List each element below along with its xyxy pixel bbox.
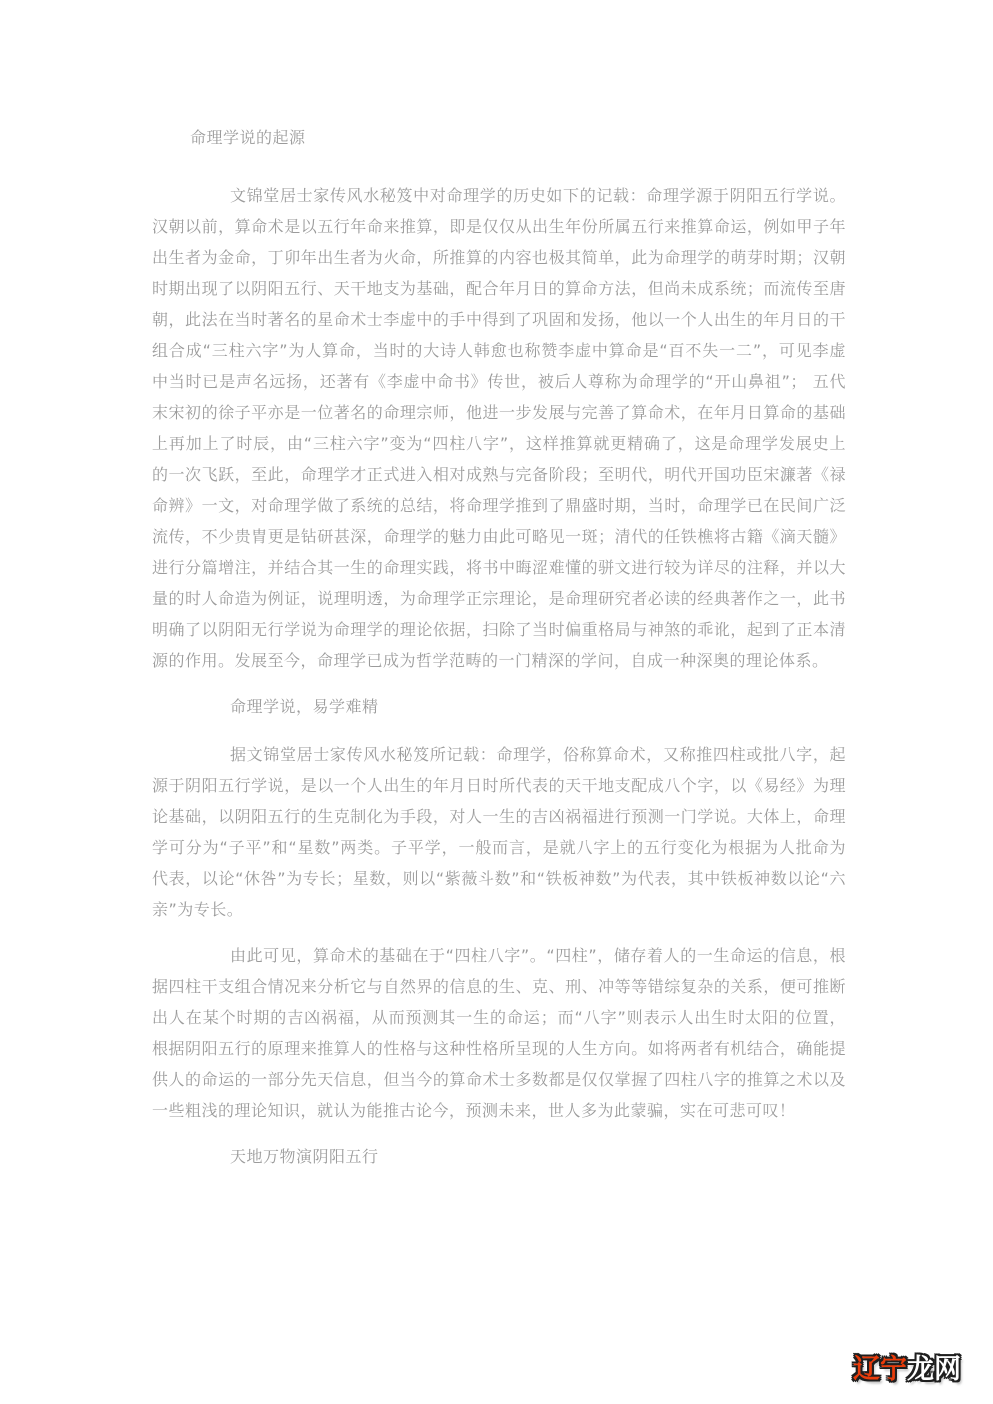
article-body xyxy=(152,122,846,1189)
paragraph-history-of-mingli: 文锦堂居士家传风水秘笈中对命理学的历史如下的记载：命理学源于阴阳五行学说。汉朝以前，算命术是以五行年命来推算，即是仅仅从出生年份所属五行来推算命运，例如甲子年出生者为金命，丁卯年出生者为火命，所推算的内容也极其简单，此为命理学的萌芽时期；汉朝时期出现了以阴阳五行、天干地支为基础，配合年月日的算命方法，但尚未成系统；而流传至唐朝，此法在当时著名的星命术士李虚中的手中得到了巩固和发扬，他以一个人出生的年月日的干组合成“三柱六字”为人算命，当时的大诗人韩愈也称赞李虚中算命是“百不失一二”，可见李虚中当时已是声名远扬，还著有《李虚中命书》传世，被后人尊称为命理学的“开山鼻祖”； 五代末宋初的徐子平亦是一位著名的命理宗师，他进一步发展与完善了算命术，在年月日算命的基础上再加上了时辰，由“三柱六字”变为“四柱八字”，这样推算就更精确了，这是命理学发展史上的一次飞跃，至此，命理学才正式进入相对成熟与完备阶段；至明代，明代开国功臣宋濂著《禄命辨》一文，对命理学做了系统的总结，将命理学推到了鼎盛时期，当时，命理学已在民间广泛流传，不少贵胄更是钻研甚深，命理学的魅力由此可略见一斑；清代的任铁樵将古籍《滴天髓》进行分篇增注，并结合其一生的命理实践，将书中晦涩难懂的骈文进行较为详尽的注释，并以大量的时人命造为例证，说理明透，为命理学正宗理论，是命理研究者必读的经典著作之一，此书明确了以阴阳无行学说为命理学的理论依据，扫除了当时偏重格局与神煞的乖讹，起到了正本清源的作用。发展至今，命理学已成为哲学范畴的一门精深的学问，自成一种深奥的理论体系。 xyxy=(152,186,846,670)
watermark-text-white: 龙网 xyxy=(907,1354,961,1385)
watermark-text-red: 辽宁 xyxy=(853,1354,907,1385)
section-heading-heaven-earth-yinyang-wuxing: 天地万物演阴阳五行 xyxy=(230,1147,379,1166)
article-title: 命理学说的起源 xyxy=(190,128,306,147)
paragraph-mingli-definition: 据文锦堂居士家传风水秘笈所记载：命理学，俗称算命术，又称推四柱或批八字，起源于阴阳五行学说，是以一个人出生的年月日时所代表的天干地支配成八个字，以《易经》为理论基础，以阴阳五行的生克制化为手段，对人一生的吉凶祸福进行预测一门学说。大体上，命理学可分为“子平”和“星数”两类。子平学，一般而言，是就八字上的五行变化为根据为人批命为代表，以论“休咎”为专长；星数，则以“紫薇斗数”和“铁板神数”为代表，其中铁板神数以论“六亲”为专长。 xyxy=(152,745,846,919)
section-heading-easy-to-learn-hard-to-master: 命理学说，易学难精 xyxy=(230,697,379,716)
site-watermark xyxy=(853,1352,961,1388)
paragraph-four-pillars-eight-characters: 由此可见，算命术的基础在于“四柱八字”。“四柱”，储存着人的一生命运的信息，根据四柱干支组合情况来分析它与自然界的信息的生、克、刑、冲等等错综复杂的关系，便可推断出人在某个时期的吉凶祸福，从而预测其一生的命运；而“八字”则表示人出生时太阳的位置，根据阴阳五行的原理来推算人的性格与这种性格所呈现的人生方向。如将两者有机结合，确能提供人的命运的一部分先天信息，但当今的算命术士多数都是仅仅掌握了四柱八字的推算之术以及一些粗浅的理论知识，就认为能推古论今，预测未来，世人多为此蒙骗，实在可悲可叹！ xyxy=(152,946,846,1120)
